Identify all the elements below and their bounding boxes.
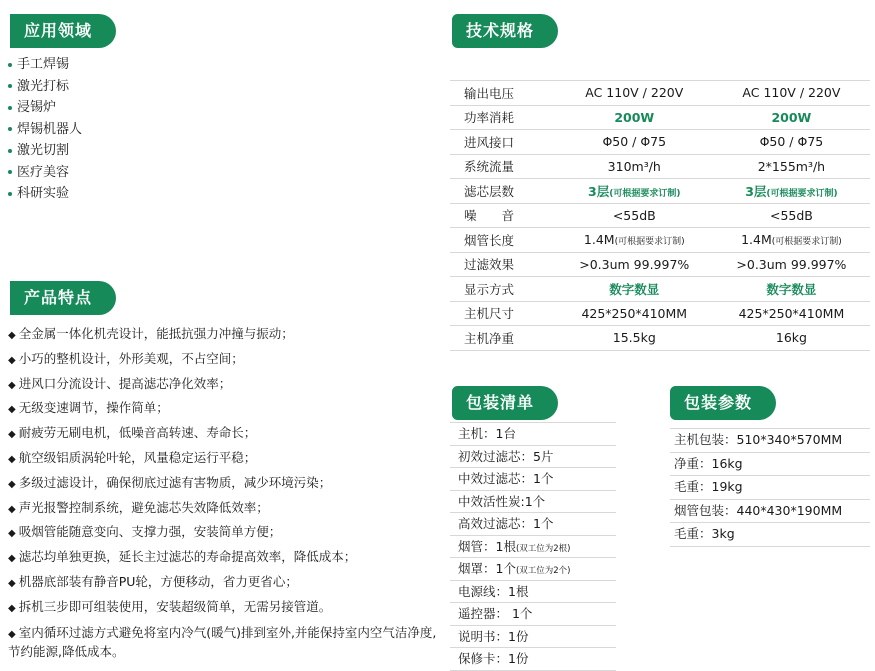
table-row: 噪 音 <55dB <55dB: [450, 203, 870, 228]
table-row: 过滤效果 >0.3um 99.997% >0.3um 99.997%: [450, 252, 870, 277]
list-item: 烟管：1根(双工位为2根): [450, 536, 616, 559]
list-item: 主机包装：510*340*570MM: [670, 428, 870, 453]
bullet-icon: [8, 127, 12, 131]
list-item: 毛重：19kg: [670, 476, 870, 500]
list-item: 电源线：1根: [450, 581, 616, 604]
features-header: 产品特点: [10, 281, 116, 315]
bullet-icon: [8, 149, 12, 153]
bullet-icon: [8, 170, 12, 174]
table-row: 进风接口 Φ50 / Φ75 Φ50 / Φ75: [450, 130, 870, 155]
table-row: 输出电压 AC 110V / 220V AC 110V / 220V: [450, 81, 870, 106]
application-header: 应用领域: [10, 14, 116, 48]
table-row: 系统流量 310m³/h 2*155m³/h: [450, 154, 870, 179]
diamond-icon: ◆: [8, 453, 16, 465]
bullet-icon: [8, 106, 12, 110]
list-item: 激光切割: [8, 140, 82, 162]
packing-list: [450, 422, 616, 671]
list-item: 初效过滤芯：5片: [450, 446, 616, 469]
table-row: 滤芯层数 3层(可根据要求订制) 3层(可根据要求订制): [450, 179, 870, 204]
list-item: ◆ 声光报警控制系统，避免滤芯失效降低效率；: [8, 499, 269, 515]
application-list: [8, 54, 82, 205]
list-item: 激光打标: [8, 76, 82, 98]
list-item: 手工焊锡: [8, 54, 82, 76]
list-item: ◆ 全金属一体化机壳设计，能抵抗强力冲撞与振动；: [8, 326, 294, 341]
diamond-icon: ◆: [8, 478, 16, 490]
list-item: ◆ 吸烟管能随意变向、支撑力强，安装简单方便；: [8, 524, 282, 540]
diamond-icon: ◆: [8, 528, 16, 540]
table-row: 显示方式 数字数显 数字数显: [450, 277, 870, 302]
packing-params: [670, 428, 870, 547]
list-item: 焊锡机器人: [8, 119, 82, 141]
table-row: 烟管长度 1.4M(可根据要求订制) 1.4M(可根据要求订制): [450, 228, 870, 253]
diamond-icon: ◆: [8, 354, 16, 366]
bullet-icon: [8, 63, 12, 67]
list-item: 烟管包装：440*430*190MM: [670, 500, 870, 524]
list-item: 高效过滤芯：1个: [450, 513, 616, 536]
list-item: ◆ 多级过滤设计，确保彻底过滤有害物质，减少环境污染；: [8, 474, 332, 490]
list-item: ◆ 室内循环过滤方式避免将室内冷气(暖气)排到室外,并能保持室内空气洁净度,节约能源,降低成本。: [8, 624, 437, 659]
diamond-icon: ◆: [8, 330, 16, 341]
list-item: 科研实验: [8, 183, 82, 205]
list-item: 烟罩：1个(双工位为2个): [450, 558, 616, 581]
list-item: 毛重：3kg: [670, 523, 870, 547]
table-row: 功率消耗 200W 200W: [450, 105, 870, 130]
list-item: ◆ 进风口分流设计、提高滤芯净化效率；: [8, 375, 232, 391]
table-row: 主机净重 15.5kg 16kg: [450, 326, 870, 351]
list-item: 遥控器： 1个: [450, 603, 616, 626]
spec-table: [450, 80, 870, 351]
diamond-icon: ◆: [8, 503, 16, 515]
list-item: 保修卡：1份: [450, 648, 616, 671]
bullet-icon: [8, 84, 12, 88]
list-item: 净重：16kg: [670, 453, 870, 477]
bullet-icon: [8, 192, 12, 196]
feature-list: [8, 322, 438, 660]
list-item: ◆ 滤芯均单独更换，延长主过滤芯的寿命提高效率，降低成本；: [8, 549, 357, 565]
list-item: ◆ 拆机三步即可组装使用，安装超级简单，无需另接管道。: [8, 598, 332, 614]
diamond-icon: ◆: [8, 404, 16, 416]
table-row: 主机尺寸 425*250*410MM 425*250*410MM: [450, 301, 870, 326]
list-item: 医疗美容: [8, 162, 82, 184]
list-item: 中效活性炭:1个: [450, 491, 616, 514]
diamond-icon: ◆: [8, 628, 16, 640]
list-item: 中效过滤芯：1个: [450, 468, 616, 491]
packing-list-header: 包装清单: [452, 386, 558, 420]
list-item: ◆ 无级变速调节，操作简单；: [8, 400, 169, 416]
list-item: 说明书：1份: [450, 626, 616, 649]
list-item: ◆ 小巧的整机设计，外形美观，不占空间；: [8, 350, 244, 366]
diamond-icon: ◆: [8, 429, 16, 441]
list-item: 浸锡炉: [8, 97, 82, 119]
diamond-icon: ◆: [8, 577, 16, 589]
diamond-icon: ◆: [8, 379, 16, 391]
specs-header: 技术规格: [452, 14, 558, 48]
list-item: 主机：1台: [450, 422, 616, 446]
diamond-icon: ◆: [8, 553, 16, 565]
diamond-icon: ◆: [8, 602, 16, 614]
list-item: ◆ 耐疲劳无刷电机，低噪音高转速、寿命长；: [8, 425, 257, 441]
packing-params-header: 包装参数: [670, 386, 776, 420]
list-item: ◆ 航空级铝质涡轮叶轮，风量稳定运行平稳；: [8, 449, 257, 465]
list-item: ◆ 机器底部装有静音PU轮，方便移动，省力更省心；: [8, 573, 298, 589]
